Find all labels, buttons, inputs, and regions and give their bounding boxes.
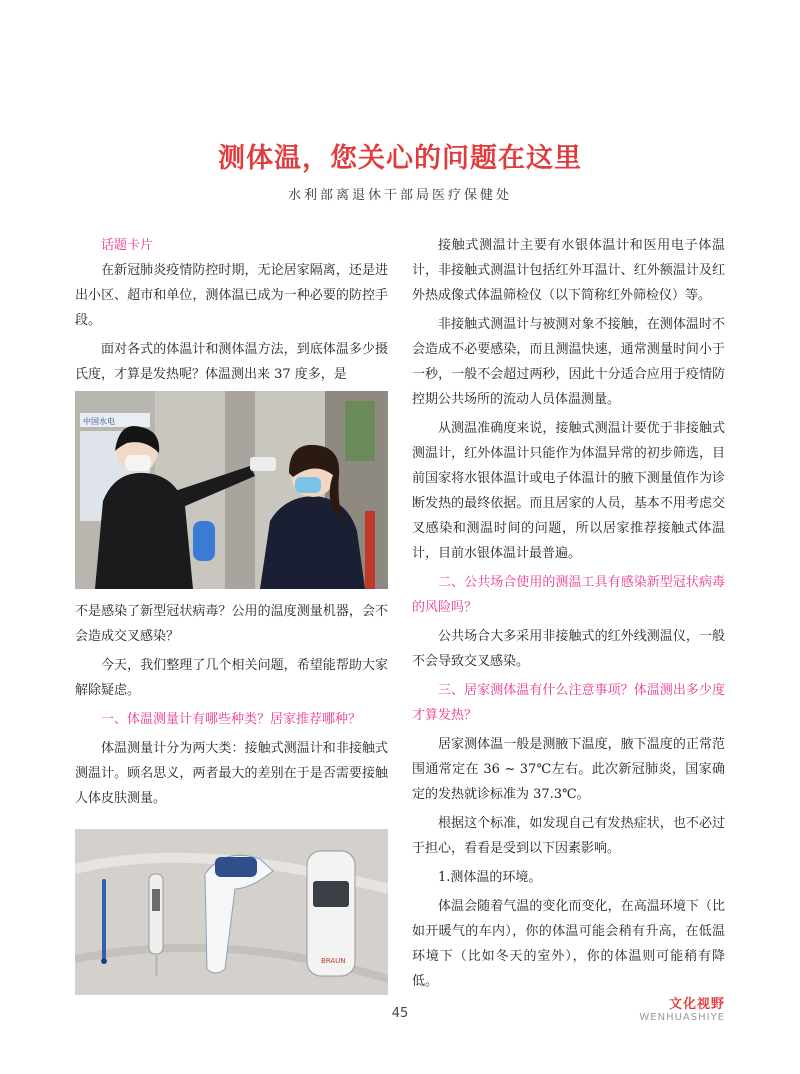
photo-thermometers [75, 829, 388, 995]
paragraph: 从测温准确度来说，接触式测温计要优于非接触式测温计，红外体温计只能作为体温异常的初步筛选，目前国家将水银体温计或电子体温计的腋下测量值作为诊断发热的最终依据。而且居家的人员，基本不用考虑交叉感染和测温时间的问题，所以居家推荐接触式体温计，目前水银体温计最普遍。 [412, 421, 725, 561]
article-title: 测体温，您关心的问题在这里 [218, 143, 582, 174]
paragraph: 在新冠肺炎疫情防控时期，无论居家隔离，还是进出小区、超市和单位，测体温已成为一种必要的防控手段。 [75, 263, 388, 328]
right-column [412, 233, 725, 998]
photo-temperature-check-illustration [75, 391, 388, 589]
magazine-brand [639, 993, 725, 1023]
page-number: 45 [391, 1006, 409, 1021]
paragraph: 根据这个标准，如发现自己有发热症状，也不必过于担心，看看是受到以下因素影响。 [412, 816, 725, 856]
paragraph: 接触式测温计主要有水银体温计和医用电子体温计，非接触式测温计包括红外耳温计、红外额温计及红外热成像式体温筛检仪（以下简称红外筛检仪）等。 [412, 238, 725, 303]
section-heading-1: 一、体温测量计有哪些种类？居家推荐哪种？ [101, 712, 362, 727]
article-byline: 水利部离退休干部局医疗保健处 [287, 188, 512, 203]
left-column [75, 233, 388, 1005]
section-heading-3: 三、居家测体温有什么注意事项？体温测出多少度才算发热？ [412, 683, 725, 723]
thermometer-brand-label: BRAUN [321, 957, 346, 965]
photo-thermometers-illustration [75, 829, 388, 995]
paragraph: 1.测体温的环境。 [438, 870, 542, 885]
paragraph: 今天，我们整理了几个相关问题，希望能帮助大家解除疑虑。 [75, 658, 388, 698]
topic-card-label: 话题卡片 [101, 238, 154, 253]
building-sign: 中国水电 [83, 417, 115, 426]
paragraph: 面对各式的体温计和测体温方法，到底体温多少摄氏度，才算是发热呢？体温测出来 37 度多，是 [75, 342, 388, 382]
brand-name-en: WENHUASHIYE [639, 1012, 725, 1023]
paragraph: 体温测量计分为两大类：接触式测温计和非接触式测温计。顾名思义，两者最大的差别在于是否需要接触人体皮肤测量。 [75, 741, 388, 806]
photo-temperature-check [75, 391, 388, 589]
paragraph: 居家测体温一般是测腋下温度，腋下温度的正常范围通常定在 36 ~ 37℃左右。此次新冠肺炎，国家确定的发热就诊标准为 37.3℃。 [412, 737, 725, 802]
brand-name-cn: 文化视野 [668, 997, 725, 1012]
paragraph: 公共场合大多采用非接触式的红外线测温仪，一般不会导致交叉感染。 [412, 629, 725, 669]
section-heading-2: 二、公共场合使用的测温工具有感染新型冠状病毒的风险吗？ [412, 575, 725, 615]
paragraph: 非接触式测温计与被测对象不接触，在测体温时不会造成不必要感染，而且测温快速，通常测量时间小于一秒，一般不会超过两秒，因此十分适合应用于疫情防控期公共场所的流动人员体温测量。 [412, 317, 725, 407]
paragraph: 不是感染了新型冠状病毒？公用的温度测量机器，会不会造成交叉感染？ [75, 604, 388, 644]
paragraph: 体温会随着气温的变化而变化，在高温环境下（比如开暖气的车内），你的体温可能会稍有升高，在低温环境下（比如冬天的室外），你的体温则可能稍有降低。 [412, 899, 725, 989]
